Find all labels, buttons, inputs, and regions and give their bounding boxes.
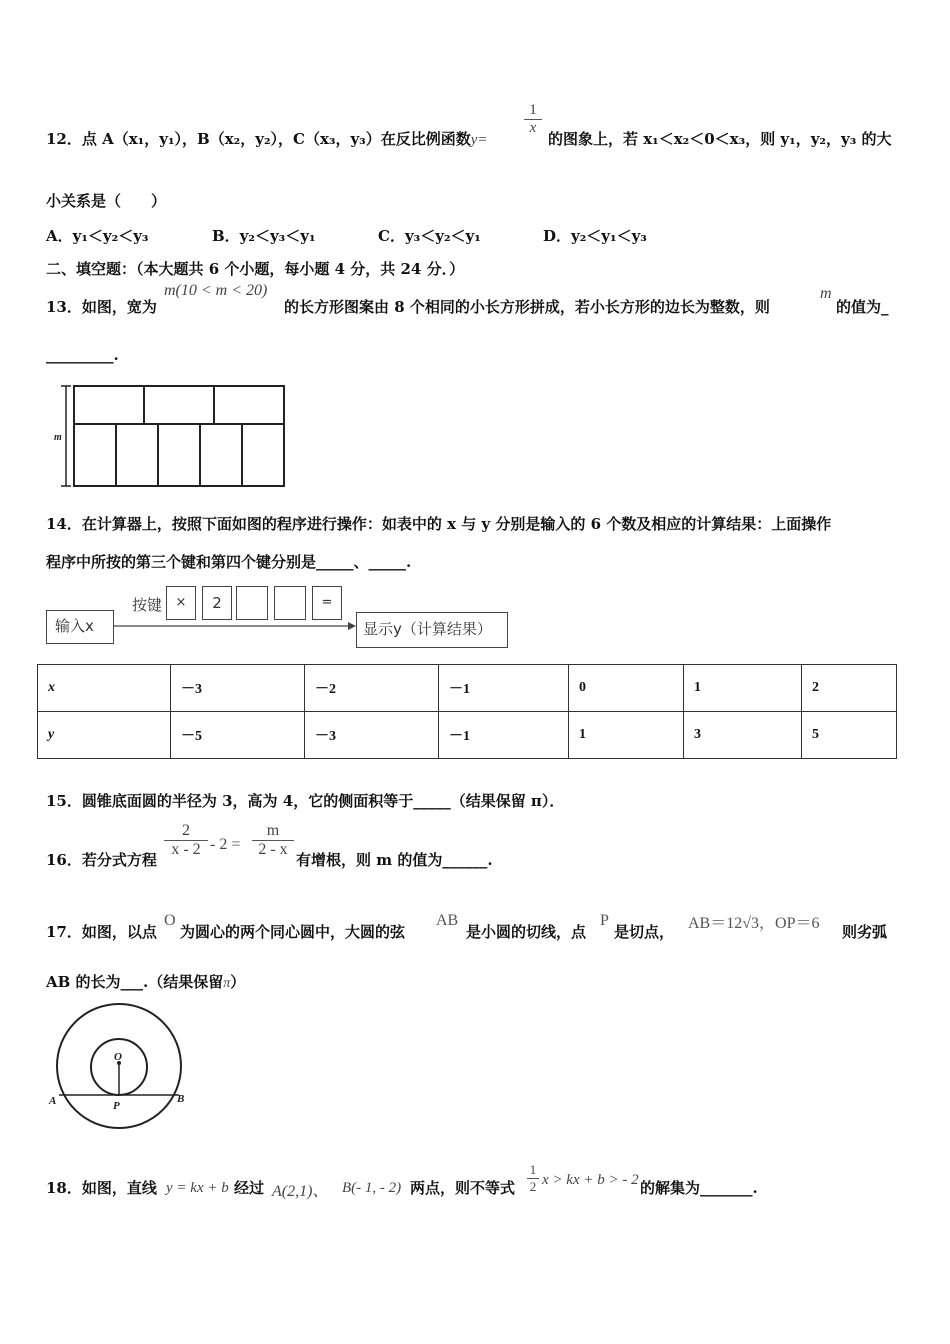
q17-line2: AB 的长为___.（结果保留π） (46, 973, 246, 991)
q17-t3: 是切点， (614, 923, 675, 941)
q12-text: 12．点 A（x₁，y₁），B（x₂，y₂），C（x₃，y₃）在反比例函数y= (46, 130, 488, 148)
q13-suffix: 的值为_ (836, 298, 889, 316)
q17-ab: AB (436, 912, 459, 929)
q13-m-label: m (54, 432, 62, 443)
q18-line: y = kx + b (166, 1180, 229, 1196)
key-box-2: 2 (202, 586, 232, 620)
xy-table (37, 664, 897, 759)
q17-p: P (600, 912, 609, 929)
table-cell: －5 (171, 712, 305, 759)
q16-fraction-1: $\frac{2}{x - 2}$ (164, 822, 208, 859)
q17-t2: 是小圆的切线，点 (466, 923, 587, 941)
table-cell: x (38, 665, 171, 712)
q12-text-after: 的图象上，若 x₁＜x₂＜0＜x₃，则 y₁，y₂，y₃ 的大 (548, 130, 892, 148)
keys-label: 按键 (132, 596, 163, 614)
q12-option-b: B．y₂＜y₃＜y₁ (212, 227, 316, 245)
q15-text: 15．圆锥底面圆的半径为 3，高为 4，它的侧面积等于_____（结果保留 π）． (46, 792, 565, 810)
q16-middle: - 2 = (210, 836, 241, 853)
q14-line1: 14．在计算器上，按照下面如图的程序进行操作：如表中的 x 与 y 分别是输入的 6 个数及相应的计算结果：上面操作 (46, 515, 832, 533)
table-row (38, 665, 897, 712)
q12-line2: 小关系是（ ） (46, 192, 167, 210)
q13-figure (52, 382, 292, 492)
key-box-1: × (166, 586, 196, 620)
table-cell: －3 (171, 665, 305, 712)
q17-o: O (164, 912, 176, 929)
table-row (38, 712, 897, 759)
q18-point-b: B(- 1, - 2) (342, 1180, 402, 1196)
q17-t1: 为圆心的两个同心圆中，大圆的弦 (180, 923, 406, 941)
table-cell: 3 (684, 712, 802, 759)
table-cell: 5 (802, 712, 897, 759)
q13-prefix: 13．如图，宽为 (46, 298, 157, 316)
q17-prefix: 17．如图，以点 (46, 923, 157, 941)
output-box: 显示y（计算结果） (356, 612, 508, 648)
label-p: P (113, 1100, 120, 1112)
table-cell: －1 (439, 665, 569, 712)
q18-t2: 两点，则不等式 (410, 1179, 516, 1197)
q13-math: m(10 < m < 20) (164, 282, 268, 299)
q18-prefix: 18．如图，直线 (46, 1179, 157, 1197)
q16-fraction-2: $\frac{m}{2 - x}$ (252, 822, 294, 859)
q18-point-a: A(2,1)、 (272, 1183, 329, 1200)
table-cell: －2 (305, 665, 439, 712)
q16-prefix: 16．若分式方程 (46, 851, 157, 869)
q12-option-c: C．y₃＜y₂＜y₁ (378, 227, 481, 245)
label-b: B (177, 1093, 185, 1105)
q14-line2: 程序中所按的第三个键和第四个键分别是_____、_____. (46, 553, 412, 571)
table-cell: 1 (684, 665, 802, 712)
table-cell: y (38, 712, 171, 759)
table-cell: 1 (569, 712, 684, 759)
table-cell: －3 (305, 712, 439, 759)
q18-suffix: 的解集为_______. (640, 1179, 758, 1197)
section-heading: 二、填空题：（本大题共 6 个小题，每小题 4 分，共 24 分．） (46, 260, 465, 278)
program-arrow (114, 618, 356, 634)
table-cell: 0 (569, 665, 684, 712)
label-a: A (49, 1095, 57, 1107)
input-box: 输入x (46, 610, 114, 644)
q13-var: m (820, 285, 832, 302)
table-cell: －1 (439, 712, 569, 759)
q18-half: $\frac{1}{2}$ (527, 1162, 539, 1195)
q17-condition: AB＝12√3，OP＝6 (688, 915, 820, 932)
q13-line2: _________. (46, 346, 119, 364)
q18-inequality: x > kx + b > - 2 (542, 1172, 639, 1188)
q18-t1: 经过 (234, 1179, 265, 1197)
q13-middle: 的长方形图案由 8 个相同的小长方形拼成，若小长方形的边长为整数，则 (284, 298, 770, 316)
label-o: O (114, 1051, 122, 1063)
q13-outer-rect (74, 386, 284, 486)
q12-option-d: D．y₂＜y₁＜y₃ (543, 227, 647, 245)
q17-t4: 则劣弧 (842, 923, 888, 941)
table-cell: 2 (802, 665, 897, 712)
key-box-3 (236, 586, 268, 620)
q12-option-a: A．y₁＜y₂＜y₃ (46, 227, 149, 245)
q17-figure (44, 1000, 194, 1132)
key-box-5: = (312, 586, 342, 620)
key-box-4 (274, 586, 306, 620)
q12-fraction: $\frac{1}{x}$ (524, 102, 542, 137)
q16-suffix: 有增根，则 m 的值为______. (296, 851, 493, 869)
